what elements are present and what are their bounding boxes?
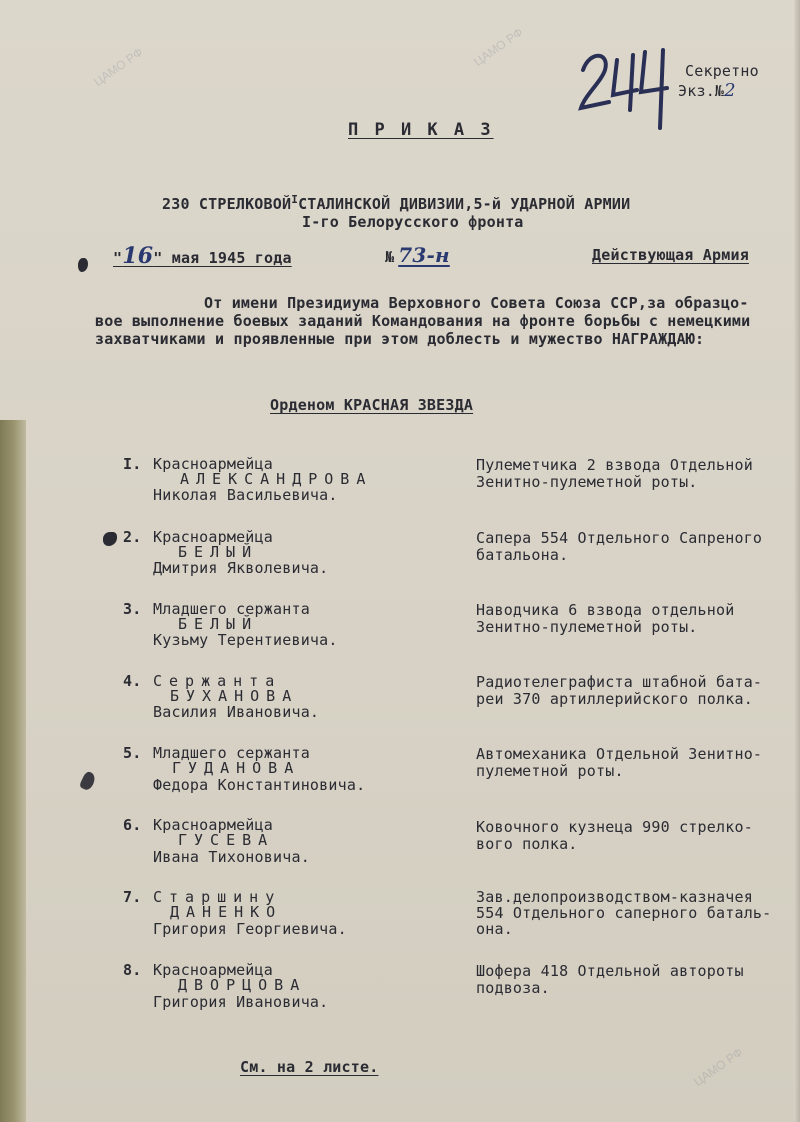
entry-desc-line: батальона. bbox=[476, 546, 569, 564]
entry-rank: Красноармейца bbox=[153, 816, 273, 834]
award-heading: Орденом КРАСНАЯ ЗВЕЗДА bbox=[270, 396, 474, 414]
entry-surname: АЛЕКСАНДРОВА bbox=[180, 470, 373, 488]
entry-name: Василия Ивановича. bbox=[153, 703, 320, 721]
entry-surname: ГУСЕВА bbox=[178, 831, 275, 849]
secret-label: Секретно bbox=[685, 62, 759, 80]
entry-name: Николая Васильевича. bbox=[153, 486, 338, 504]
entry-name: Григория Ивановича. bbox=[153, 993, 329, 1011]
ink-blot bbox=[78, 258, 88, 272]
watermark: ЦАМО РФ bbox=[91, 45, 146, 89]
entry-number: 6. bbox=[123, 816, 142, 834]
entry-desc-line: Сапера 554 Отдельного Сапреного bbox=[476, 529, 763, 547]
entry-desc-line: Радиотелеграфиста штабной бата- bbox=[476, 673, 763, 691]
entry-number: I. bbox=[123, 455, 142, 473]
continuation-note: См. на 2 листе. bbox=[240, 1058, 379, 1076]
entry-number: 5. bbox=[123, 744, 142, 762]
entry-name: Дмитрия Якволевича. bbox=[153, 559, 329, 577]
order-number: № 73-н bbox=[385, 243, 464, 267]
entry-name: Федора Константиновича. bbox=[153, 776, 366, 794]
entry-desc-line: Автомеханика Отдельной Зенитно- bbox=[476, 745, 763, 763]
entry-number: 7. bbox=[123, 888, 142, 906]
date-day: 16 bbox=[122, 243, 154, 269]
entry-desc-line: вого полка. bbox=[476, 835, 578, 853]
order-number-value: 73-н bbox=[398, 243, 450, 267]
entry-desc-line: Ковочного кузнеца 990 стрелко- bbox=[476, 818, 753, 836]
army-label: Действующая Армия bbox=[592, 246, 749, 264]
preamble-line-3: захватчиками и проявленные при этом доблесть и мужество НАГРАЖДАЮ: bbox=[95, 330, 705, 348]
copy-number: 2 bbox=[724, 80, 736, 101]
paper-edge-strip bbox=[0, 420, 26, 1122]
unit-superscript: I bbox=[291, 193, 299, 206]
entry-desc-line: Зав.делопроизводством-казначея bbox=[476, 888, 753, 906]
entry-desc-line: Наводчика 6 взвода отдельной bbox=[476, 601, 735, 619]
entry-rank: Красноармейца bbox=[153, 961, 273, 979]
entry-desc-line: пулеметной роты. bbox=[476, 762, 624, 780]
entry-surname: ДАНЕНКО bbox=[170, 903, 283, 921]
watermark: ЦАМО РФ bbox=[471, 25, 526, 69]
entry-number: 3. bbox=[123, 600, 142, 618]
entry-desc-line: Зенитно-пулеметной роты. bbox=[476, 473, 698, 491]
unit-line-2: I-го Белорусского фронта bbox=[302, 213, 524, 231]
entry-rank: Младшего сержанта bbox=[153, 600, 310, 618]
ink-blot bbox=[103, 532, 117, 546]
entry-desc-line: подвоза. bbox=[476, 979, 550, 997]
entry-rank: Младшего сержанта bbox=[153, 744, 310, 762]
entry-rank: Старшину bbox=[153, 888, 282, 906]
entry-desc-line: Зенитно-пулеметной роты. bbox=[476, 618, 698, 636]
order-date: "16" мая 1945 года bbox=[113, 243, 292, 269]
entry-name: Кузьму Терентиевича. bbox=[153, 631, 338, 649]
entry-number: 4. bbox=[123, 672, 142, 690]
entry-number: 2. bbox=[123, 528, 142, 546]
entry-number: 8. bbox=[123, 961, 142, 979]
entry-surname: БЕЛЫЙ bbox=[178, 543, 259, 561]
entry-rank: Красноармейца bbox=[153, 528, 273, 546]
entry-rank: Красноармейца bbox=[153, 455, 273, 473]
entry-desc-line: она. bbox=[476, 920, 513, 938]
entry-name: Ивана Тихоновича. bbox=[153, 848, 310, 866]
copy-label: Экз.№2 bbox=[678, 80, 736, 101]
document-title: П Р И К А З bbox=[348, 120, 494, 140]
unit-line-1: 230 $СТРЕЛКОВОЙ^IСТАЛИНСКОЙ$ ДИВИЗИИ,5-й УДАРНОЙ АРМИИ bbox=[162, 193, 631, 213]
entry-desc-line: реи 370 артиллерийского полка. bbox=[476, 690, 753, 708]
entry-surname: ДВОРЦОВА bbox=[178, 976, 307, 994]
entry-desc-line: Пулеметчика 2 взвода Отдельной bbox=[476, 456, 753, 474]
entry-surname: ГУДАНОВА bbox=[172, 759, 301, 777]
handwritten-number-scribble bbox=[575, 40, 685, 130]
entry-surname: БУХАНОВА bbox=[170, 687, 299, 705]
paper-right-edge bbox=[794, 0, 800, 1122]
preamble-line-2: вое выполнение боевых заданий Командования на фронте борьбы с немецкими bbox=[95, 312, 751, 330]
entry-desc-line: 554 Отдельного саперного баталь- bbox=[476, 904, 772, 922]
entry-surname: БЕЛЫЙ bbox=[178, 615, 259, 633]
watermark: ЦАМО РФ bbox=[691, 1045, 746, 1089]
preamble-line-1: От имени Президиума Верховного Совета Союза ССР,за образцо- bbox=[204, 294, 749, 312]
entry-rank: Сержанта bbox=[153, 672, 282, 690]
entry-name: Григория Георгиевича. bbox=[153, 920, 347, 938]
entry-desc-line: Шофера 418 Отдельной автороты bbox=[476, 962, 744, 980]
ink-blot bbox=[79, 770, 97, 791]
